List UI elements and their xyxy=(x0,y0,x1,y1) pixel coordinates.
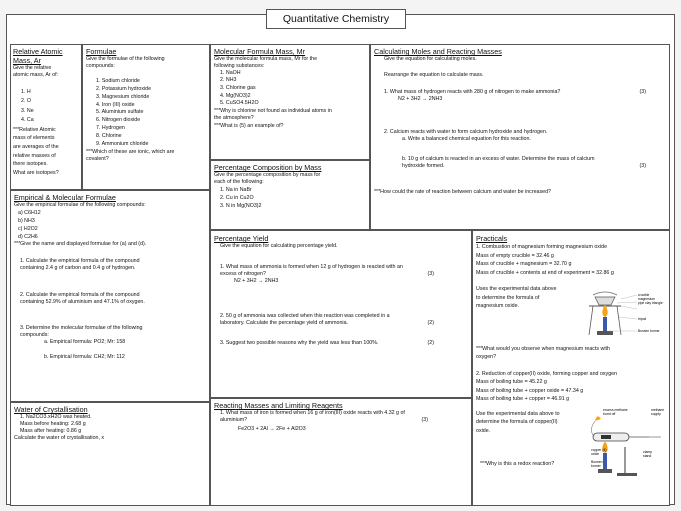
practical-2-data: Mass of boiling tube + copper = 46.91 g xyxy=(476,396,570,403)
empirical-formulae-prompt: Give the empirical formulae of the following compounds: xyxy=(14,202,146,208)
bunsen-burner-label: Bunsen burner xyxy=(638,329,660,333)
clamp-stand-label: clamp stand xyxy=(643,450,653,458)
limiting-reagents-box xyxy=(210,398,472,506)
moles-question-1-equation: N2 + 3H2 → 2NH3 xyxy=(398,95,443,102)
list-item: 2. Cu in Cu2O xyxy=(220,194,254,201)
yield-question-2: 2. 50 g of ammonia was collected when this reaction was completed in a laboratory. Calculate the percentage yield of ammonia. xyxy=(220,312,390,326)
list-item: 5. Aluminium sulfate xyxy=(96,109,144,116)
crucible-apparatus-illustration xyxy=(585,287,669,349)
practical-1-data: Mass of crucible + magnesium = 32.70 g xyxy=(476,261,572,267)
moles-question-2: 2. Calcium reacts with water to form calcium hydroxide and hydrogen. xyxy=(384,128,548,135)
isotopes-note: ***Relative Atomic mass of elements are averages of the relative masses of there isotopes. What are isotopes? xyxy=(13,126,59,176)
practical-1-title: 1. Combustion of magnesium forming magnesium oxide xyxy=(476,244,608,250)
calculating-moles-box xyxy=(370,44,670,230)
molecular-formula-mass-prompt: Give the molecular formula mass, Mr for the following substances: xyxy=(214,56,318,69)
yield-question-1-equation: N2 + 3H2 → 2NH3 xyxy=(234,277,279,284)
ionic-covalent-note: ***Which of these are ionic, which are covalent? xyxy=(86,148,175,162)
list-item: 2. O xyxy=(21,98,32,105)
list-item: b) NH3 xyxy=(18,217,35,224)
empirical-question-3b: b. Empirical formula: CH2; Mr: 112 xyxy=(44,354,125,361)
formulae-prompt: Give the formulae of the following compounds: xyxy=(86,56,165,69)
formulae-heading: Formulae xyxy=(86,47,117,56)
crystallisation-question-1: 1. Na2CO3.xH2O was heated. Mass before heating: 2.68 g Mass after heating: 0.86 g xyxy=(20,414,92,434)
list-item: 2. Potassium hydroxide xyxy=(96,85,152,92)
methane-supply-label: methane supply xyxy=(651,408,665,416)
percentage-yield-box xyxy=(210,230,472,398)
list-item: 6. Nitrogen dioxide xyxy=(96,117,141,124)
molecular-formula-mass-box xyxy=(210,44,370,160)
list-item: 7. Hydrogen xyxy=(96,125,125,132)
empirical-question-1: 1. Calculate the empirical formula of the compound containing 2.4 g of carbon and 0.4 g of hydrogen. xyxy=(20,257,140,271)
list-item: 4. Ca xyxy=(21,117,34,124)
relative-atomic-mass-heading: Relative Atomic Mass, Ar xyxy=(13,47,63,65)
practical-2-title: 2. Reduction of copper(II) oxide, forming copper and oxygen xyxy=(476,370,618,377)
list-item: d) C2H6 xyxy=(18,233,38,240)
water-of-crystallisation-box xyxy=(10,402,210,506)
molecular-formula-mass-heading: Molecular Formula Mass, Mr xyxy=(214,47,306,56)
list-item: 8. Chlorine xyxy=(96,133,122,140)
moles-question-1-marks: (3) xyxy=(639,88,646,95)
list-item: 4. Mg(NO3)2 xyxy=(220,92,251,99)
practicals-box xyxy=(472,230,670,506)
reduction-apparatus-illustration xyxy=(591,407,669,479)
moles-equation-prompt: Give the equation for calculating moles. xyxy=(384,56,477,62)
list-item: 5. CuSO4.5H2O xyxy=(220,100,259,107)
empirical-formulae-box xyxy=(10,190,210,402)
yield-question-1: 1. What mass of ammonia is formed when 12 g of hydrogen is reacted with an excess of nitrogen? xyxy=(220,263,403,277)
percentage-composition-box xyxy=(210,160,370,230)
limiting-question-1: 1. What mass of iron is formed when 16 g of iron(III) oxide reacts with 4.32 g of aluminium? xyxy=(220,410,405,423)
list-item: 9. Ammonium chloride xyxy=(96,141,149,148)
practical-2-note: ***Why is this a redox reaction? xyxy=(480,460,555,467)
empirical-question-2: 2. Calculate the empirical formula of the compound containing 52.9% of aluminium and 47.1% of oxygen. xyxy=(20,291,145,305)
list-item: 1. NaOH xyxy=(220,69,241,76)
percentage-composition-prompt: Give the percentage composition by mass for each of the following: xyxy=(214,172,321,185)
list-item: a) C6H12 xyxy=(18,209,41,216)
practical-1-note: ***What would you observe when magnesium reacts with oxygen? xyxy=(476,345,610,360)
moles-question-2a: a. Write a balanced chemical equation for this reaction. xyxy=(402,135,531,142)
rearrange-prompt: Rearrange the equation to calculate mass. xyxy=(384,71,484,78)
practical-2-data: Mass of boiling tube + copper oxide = 47.34 g xyxy=(476,387,584,394)
practicals-heading: Practicals xyxy=(476,234,508,243)
limiting-question-1-equation: Fe2O3 + 2Al → 2Fe + Al2O3 xyxy=(238,425,306,432)
moles-question-2b: b. 10 g of calcium is reacted in an excess of water. Determine the mass of calcium hydroxide formed. xyxy=(402,156,595,170)
list-item: 2. NH3 xyxy=(220,77,237,84)
empirical-question-3a: a. Empirical formula: PO2; Mr: 158 xyxy=(44,339,126,346)
list-item: c) H2O2 xyxy=(18,225,38,232)
empirical-question-3: 3. Determine the molecular formulae of the following compounds: xyxy=(20,325,143,339)
list-item: 3. N in Mg(NO3)2 xyxy=(220,202,262,209)
practical-2-task: Use the experimental data above to determine the formula of copper(II) oxide. xyxy=(476,410,560,435)
bunsen-label: Bunsen burner xyxy=(591,460,603,468)
list-item: 1. Na in NaBr xyxy=(220,186,252,193)
list-item: 1. Sodium chloride xyxy=(96,77,140,84)
list-item: 1. H xyxy=(21,88,31,95)
yield-question-2-marks: (2) xyxy=(427,319,434,326)
tripod-label: tripod xyxy=(638,317,647,321)
copper-oxide-label: copper (II) oxide xyxy=(591,448,607,456)
magnesium-label: magnesium xyxy=(638,297,656,301)
limiting-question-1-marks: (3) xyxy=(421,417,428,423)
water-of-crystallisation-heading: Water of Crystallisation xyxy=(14,405,88,414)
crystallisation-task: Calculate the water of crystallisation, x xyxy=(14,434,105,441)
moles-question-2b-marks: (3) xyxy=(639,163,646,170)
list-item: 4. Iron (III) oxide xyxy=(96,101,135,108)
empirical-formulae-heading: Empirical & Molecular Formulae xyxy=(14,193,116,202)
chlorine-note: ***Why is chlorine not found as individual atoms in the atmosphere? ***What is (5) an example of? xyxy=(214,107,332,129)
limiting-reagents-heading: Reacting Masses and Limiting Reagents xyxy=(214,401,343,410)
moles-question-1: 1. What mass of hydrogen reacts with 280 g of nitrogen to make ammonia? xyxy=(384,88,561,95)
list-item: 3. Magnesium chloride xyxy=(96,93,150,100)
practical-2-data: Mass of boiling tube = 45.22 g xyxy=(476,379,547,386)
relative-atomic-mass-prompt: Give the relative atomic mass, Ar of: xyxy=(13,65,59,78)
relative-atomic-mass-box xyxy=(10,44,82,190)
formulae-box xyxy=(82,44,210,190)
pipe-clay-triangle-label: pipe clay triangle xyxy=(638,301,663,305)
yield-question-1-marks: (3) xyxy=(427,270,434,277)
reaction-rate-note: ***How could the rate of reaction between calcium and water be increased? xyxy=(374,189,551,196)
list-item: 3. Ne xyxy=(21,107,34,114)
excess-methane-label: excess methane burnt off xyxy=(603,408,628,416)
crucible-label: crucible xyxy=(638,293,650,297)
practical-1-task: Uses the experimental data above to determine the formula of magnesium oxide. xyxy=(476,286,557,309)
displayed-formula-note: ***Give the name and displayed formulae for (a) and (d). xyxy=(14,240,147,247)
yield-question-3-marks: (2) xyxy=(427,340,434,347)
practical-1-data: Mass of crucible + contents at end of experiment = 32.86 g xyxy=(476,269,614,276)
percentage-yield-heading: Percentage Yield xyxy=(214,234,269,243)
list-item: 3. Chlorine gas xyxy=(220,85,256,91)
percentage-composition-heading: Percentage Composition by Mass xyxy=(214,163,322,172)
calculating-moles-heading: Calculating Moles and Reacting Masses xyxy=(374,47,502,56)
page-title: Quantitative Chemistry xyxy=(266,9,406,29)
yield-equation-prompt: Give the equation for calculating percentage yield. xyxy=(220,243,338,249)
yield-question-3: 3. Suggest two possible reasons why the yield was less than 100%. xyxy=(220,340,379,347)
practical-1-data: Mass of empty crucible = 32.46 g xyxy=(476,252,554,259)
